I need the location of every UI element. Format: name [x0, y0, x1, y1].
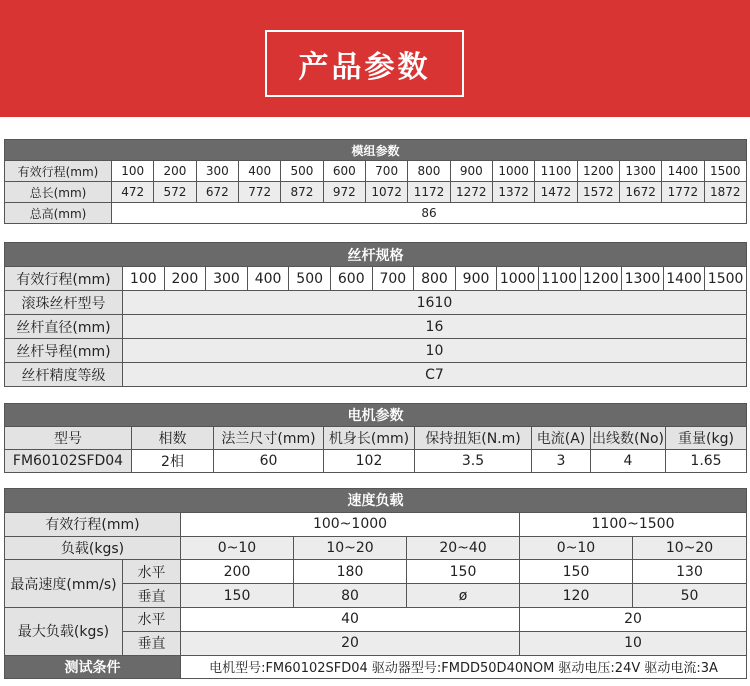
motor-header-cell: 相数 [132, 427, 214, 450]
screw-diameter-value: 16 [123, 315, 747, 339]
length-cell: 1872 [704, 182, 746, 203]
stroke-cell: 1200 [580, 267, 622, 291]
speed-cell: 150 [520, 560, 633, 584]
stroke-cell: 300 [206, 267, 248, 291]
test-condition-row [5, 655, 747, 679]
stroke-cell: 1200 [577, 161, 619, 182]
motor-value-cell: 102 [324, 450, 415, 473]
motor-value-cell: 4 [591, 450, 666, 473]
motor-value-cell: 1.65 [666, 450, 747, 473]
speed-stroke-row [5, 512, 747, 536]
height-value: 86 [112, 203, 747, 224]
length-cell: 572 [154, 182, 196, 203]
motor-value-row [5, 450, 747, 473]
length-cell: 772 [238, 182, 280, 203]
length-cell: 1472 [535, 182, 577, 203]
speed-cell: 150 [181, 584, 294, 608]
length-cell: 872 [281, 182, 323, 203]
length-cell: 1172 [408, 182, 450, 203]
stroke-cell: 700 [372, 267, 414, 291]
motor-header-row [5, 427, 747, 450]
stroke-cell: 1100 [538, 267, 580, 291]
load-cell: 0~10 [520, 536, 633, 560]
stroke-cell: 400 [238, 161, 280, 182]
stroke-cell: 100 [123, 267, 165, 291]
stroke-label: 有效行程(mm) [5, 512, 181, 536]
speed-cell: 150 [407, 560, 520, 584]
length-label: 总长(mm) [5, 182, 112, 203]
stroke-cell: 1300 [622, 267, 664, 291]
test-condition-value: 电机型号:FM60102SFD04 驱动器型号:FMDD50D40NOM 驱动电压:24V 驱动电流:3A [181, 655, 747, 679]
speed-cell: 120 [520, 584, 633, 608]
motor-header-cell: 型号 [5, 427, 132, 450]
motor-header-cell: 出线数(No) [591, 427, 666, 450]
length-cell: 472 [112, 182, 154, 203]
stroke-cell: 1100 [535, 161, 577, 182]
stroke-cell: 500 [281, 161, 323, 182]
stroke-cell: 900 [455, 267, 497, 291]
speed-load-table [4, 488, 747, 679]
speed-load-title: 速度负载 [5, 489, 747, 513]
length-cell: 972 [323, 182, 365, 203]
speed-cell: 200 [181, 560, 294, 584]
stroke-cell: 1400 [662, 161, 704, 182]
speed-cell: 50 [633, 584, 747, 608]
stroke-cell: 500 [289, 267, 331, 291]
speed-cell: 80 [294, 584, 407, 608]
stroke-cell: 200 [154, 161, 196, 182]
screw-stroke-row [5, 267, 747, 291]
module-params-title: 模组参数 [5, 140, 747, 161]
load-cell: 10~20 [633, 536, 747, 560]
stroke-cell: 1300 [619, 161, 661, 182]
length-cell: 1372 [492, 182, 534, 203]
stroke-cell: 1000 [492, 161, 534, 182]
max-load-cell: 20 [181, 631, 520, 655]
horizontal-label: 水平 [123, 560, 181, 584]
stroke-cell: 100 [112, 161, 154, 182]
stroke-cell: 300 [196, 161, 238, 182]
stroke-cell: 700 [365, 161, 407, 182]
screw-model-label: 滚珠丝杆型号 [5, 291, 123, 315]
length-cell: 1572 [577, 182, 619, 203]
stroke-cell: 600 [323, 161, 365, 182]
screw-lead-row [5, 339, 747, 363]
max-load-label: 最大负载(kgs) [5, 607, 123, 655]
horizontal-label: 水平 [123, 607, 181, 631]
header-banner [0, 0, 750, 117]
stroke-cell: 800 [408, 161, 450, 182]
screw-grade-value: C7 [123, 363, 747, 387]
module-stroke-row [5, 161, 747, 182]
screw-grade-row [5, 363, 747, 387]
length-cell: 1772 [662, 182, 704, 203]
stroke-label: 有效行程(mm) [5, 161, 112, 182]
stroke-cell: 1500 [705, 267, 747, 291]
motor-value-cell: 3 [532, 450, 591, 473]
height-label: 总高(mm) [5, 203, 112, 224]
screw-diameter-row [5, 315, 747, 339]
motor-header-cell: 电流(A) [532, 427, 591, 450]
banner-title-box [265, 30, 464, 97]
load-row [5, 536, 747, 560]
screw-grade-label: 丝杆精度等级 [5, 363, 123, 387]
screw-spec-title: 丝杆规格 [5, 243, 747, 267]
motor-params-table [4, 403, 747, 473]
motor-header-cell: 保持扭矩(N.m) [415, 427, 532, 450]
vertical-label: 垂直 [123, 584, 181, 608]
stroke-range-cell: 100~1000 [181, 512, 520, 536]
stroke-cell: 1500 [704, 161, 746, 182]
screw-model-row [5, 291, 747, 315]
stroke-cell: 900 [450, 161, 492, 182]
speed-cell: 130 [633, 560, 747, 584]
motor-header-cell: 机身长(mm) [324, 427, 415, 450]
length-cell: 1272 [450, 182, 492, 203]
motor-value-cell: 3.5 [415, 450, 532, 473]
stroke-cell: 800 [414, 267, 456, 291]
screw-spec-table [4, 242, 747, 387]
motor-value-cell: 2相 [132, 450, 214, 473]
module-length-row [5, 182, 747, 203]
motor-params-title: 电机参数 [5, 404, 747, 427]
max-speed-label: 最高速度(mm/s) [5, 560, 123, 608]
speed-cell: ø [407, 584, 520, 608]
screw-model-value: 1610 [123, 291, 747, 315]
screw-lead-label: 丝杆导程(mm) [5, 339, 123, 363]
screw-diameter-label: 丝杆直径(mm) [5, 315, 123, 339]
length-cell: 1072 [365, 182, 407, 203]
stroke-cell: 400 [247, 267, 289, 291]
max-speed-h-row [5, 560, 747, 584]
test-condition-label: 测试条件 [5, 655, 181, 679]
stroke-cell: 1400 [663, 267, 705, 291]
load-cell: 0~10 [181, 536, 294, 560]
vertical-label: 垂直 [123, 631, 181, 655]
module-height-row [5, 203, 747, 224]
stroke-cell: 600 [330, 267, 372, 291]
stroke-range-cell: 1100~1500 [520, 512, 747, 536]
motor-header-cell: 法兰尺寸(mm) [214, 427, 324, 450]
motor-header-cell: 重量(kg) [666, 427, 747, 450]
load-cell: 10~20 [294, 536, 407, 560]
max-load-cell: 40 [181, 607, 520, 631]
max-load-cell: 20 [520, 607, 747, 631]
load-label: 负载(kgs) [5, 536, 181, 560]
load-cell: 20~40 [407, 536, 520, 560]
stroke-cell: 1000 [497, 267, 539, 291]
length-cell: 1672 [619, 182, 661, 203]
stroke-cell: 200 [164, 267, 206, 291]
length-cell: 672 [196, 182, 238, 203]
speed-cell: 180 [294, 560, 407, 584]
screw-lead-value: 10 [123, 339, 747, 363]
max-load-cell: 10 [520, 631, 747, 655]
module-params-table [4, 139, 747, 224]
motor-value-cell: 60 [214, 450, 324, 473]
stroke-label: 有效行程(mm) [5, 267, 123, 291]
motor-value-cell: FM60102SFD04 [5, 450, 132, 473]
page-title: 产品参数 [298, 49, 431, 85]
max-load-h-row [5, 607, 747, 631]
